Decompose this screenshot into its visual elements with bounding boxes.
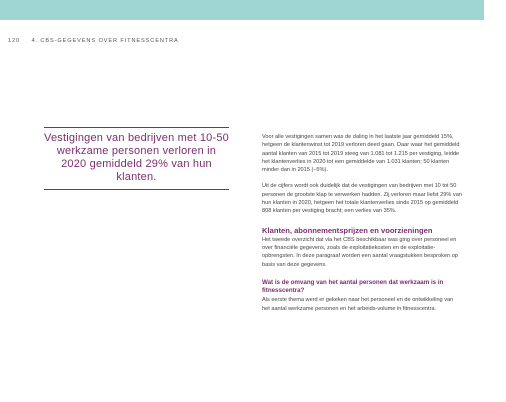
chapter-title: 4. CBS-GEGEVENS OVER FITNESSCENTRA — [31, 38, 179, 44]
page-number: 120 — [8, 38, 21, 44]
paragraph-4: Als eerste thema werd er gekeken naar het personeel en de ontwikkeling van het aantal werkzame personen en het arbeids-volume in fitnesscentra. — [262, 297, 454, 312]
paragraph-2: Uit de cijfers wordt ook duidelijk dat de vestigingen van bedrijven met 10 tot 50 personen de grootste klap te verwerken hadden. Zij verloren maar liefst 29% van hun klanten in 2020, hetgeen het totale klantenverlies sinds 2015 op gemiddeld 808 klanten per vestiging bracht; een verlies van 35%. — [262, 183, 462, 215]
running-header — [8, 38, 179, 44]
section-heading: Klanten, abonnementsprijzen en voorzieningen — [262, 225, 433, 235]
pull-quote-text: Vestigingen van bedrijven met 10-50 werkzame personen verloren in 2020 gemiddeld 29% van hun klanten. — [44, 132, 229, 183]
pull-quote — [44, 127, 229, 190]
top-color-band — [0, 0, 484, 20]
body-column — [262, 133, 462, 321]
paragraph-3: Het tweede overzicht dat via het CBS beschikbaar was ging over personeel en over financiële gegevens, zoals de exploitatiekosten en de exploitatie-opbrengsten. In deze paragraaf worden een aantal vraagstukken besproken op basis van deze gegevens. — [262, 236, 458, 268]
subsection-heading: Wat is de omvang van het aantal personen dat werkzaam is in fitnesscentra? — [262, 278, 444, 295]
paragraph-1: Voor alle vestigingen samen was de daling in het laatste jaar gemiddeld 15%, hetgeen de klantenwinst tot 2019 verloren deed gaan. Daar waar het gemiddeld aantal klanten van 2015 tot 2019 steeg van 1.081 tot 1.215 per vestiging, leidde het klantenverlies in 2020 tot een gemiddelde van 1.031 klanten; 50 klanten minder dan in 2015 (–5%). — [262, 134, 460, 174]
